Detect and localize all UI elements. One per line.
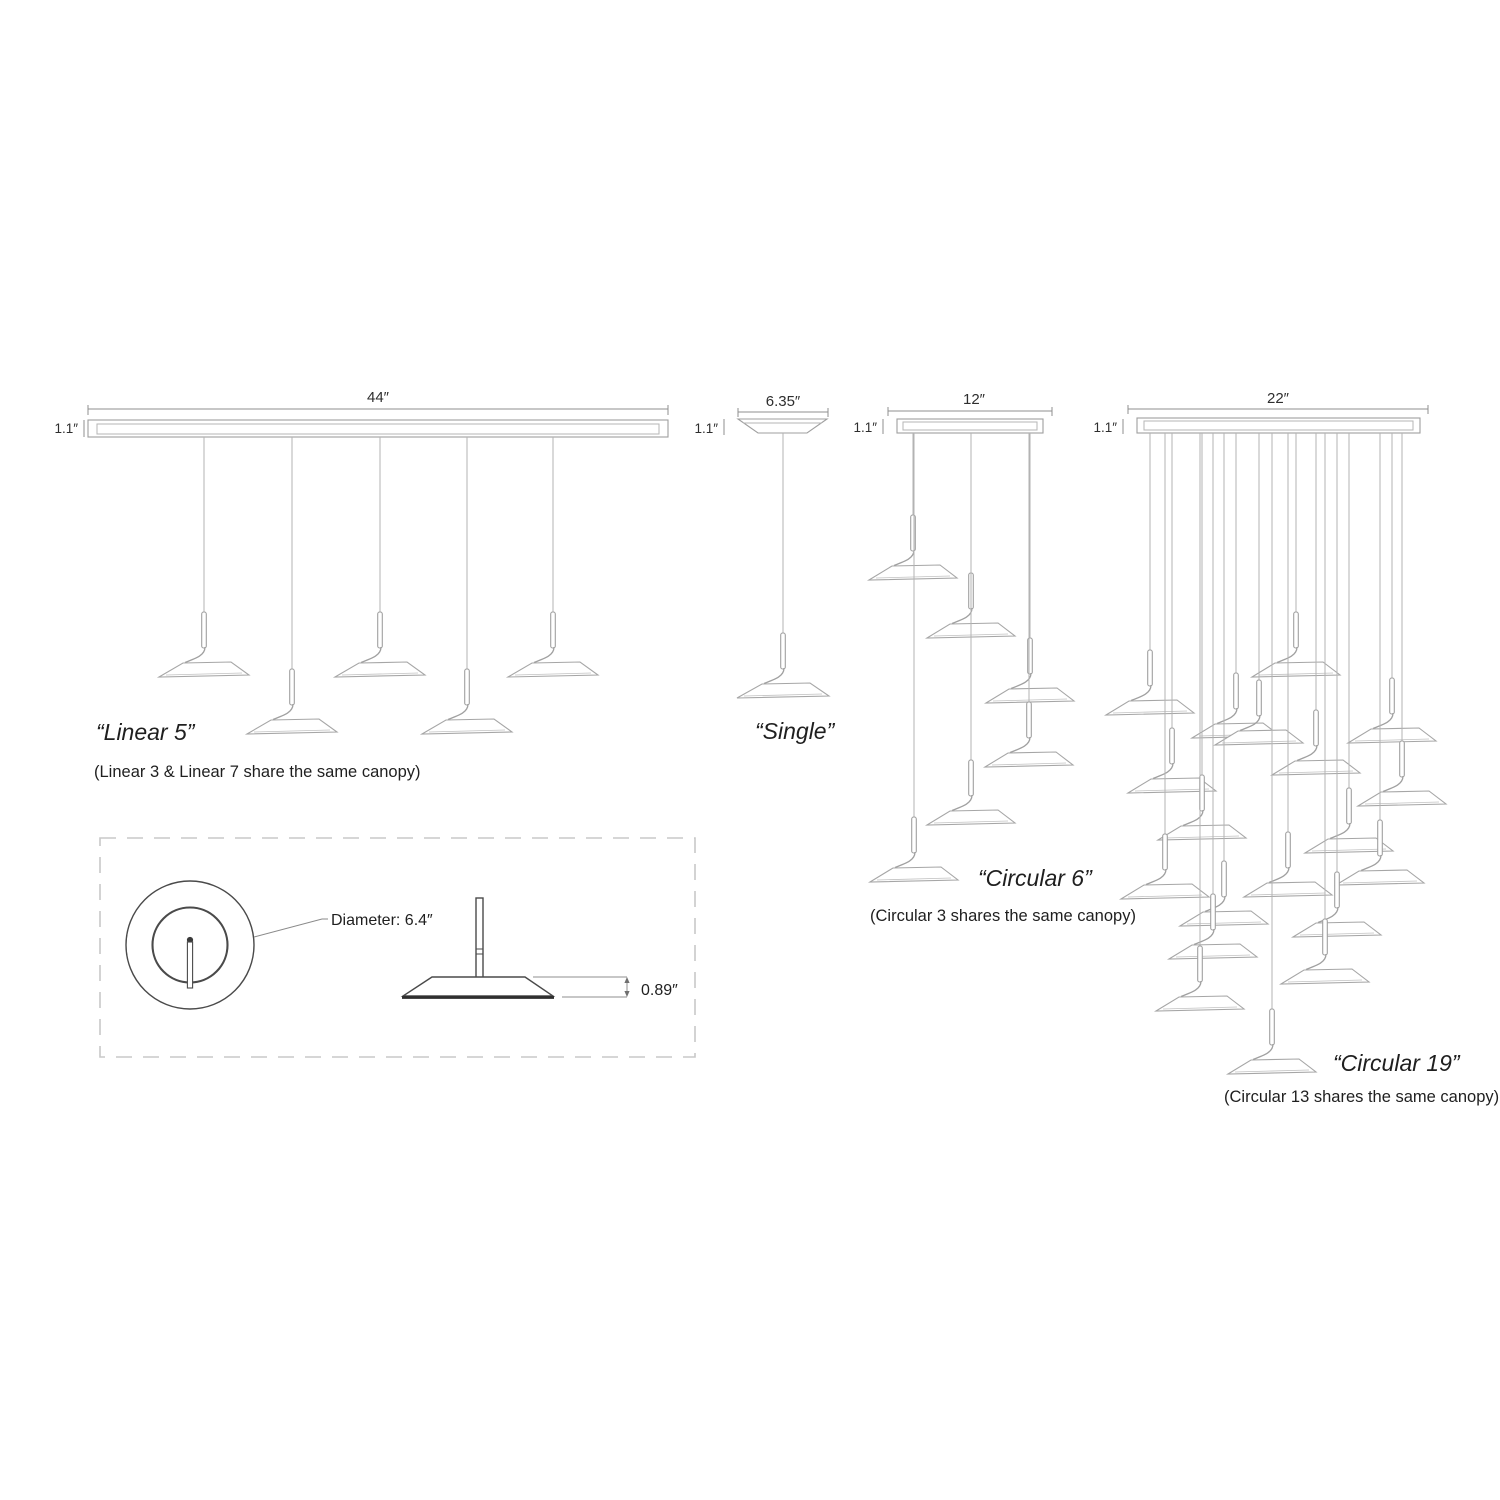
- pendant-lamp: [1252, 433, 1340, 677]
- shade-side-view: [402, 898, 678, 999]
- pendant-stem: [202, 612, 207, 648]
- pendant-lamp: [1272, 433, 1360, 775]
- linear5-name: “Linear 5”: [96, 719, 195, 745]
- shade-profile: [403, 977, 553, 996]
- linear5-caption: (Linear 3 & Linear 7 share the same canopy): [94, 763, 421, 781]
- pendant-arm: [952, 795, 972, 811]
- pendant-stem: [1211, 894, 1216, 930]
- pendant-stem: [1027, 702, 1032, 738]
- pendant-stem: [1270, 1009, 1275, 1045]
- pendant-arm: [448, 704, 468, 720]
- circular6-pendants: [869, 433, 1074, 882]
- pendant-lamp: [1215, 433, 1303, 745]
- shade-height-label: 0.89″: [641, 982, 678, 999]
- pendant-stem: [1222, 861, 1227, 897]
- pendant-arm: [361, 647, 381, 663]
- pendant-stem: [551, 612, 556, 648]
- pendant-arm: [1306, 954, 1326, 970]
- linear5-width-label: 44″: [367, 389, 389, 406]
- pendant-stem: [781, 633, 786, 669]
- pendant-lamp: [1106, 433, 1194, 715]
- pendant-stem: [1148, 650, 1153, 686]
- circular19-width-label: 22″: [1267, 390, 1289, 407]
- pendant-arm: [273, 704, 293, 720]
- pendant-arm: [1217, 708, 1237, 724]
- pendant-stem: [1390, 678, 1395, 714]
- single-canopy: [738, 419, 827, 433]
- circular19-diagram: [1093, 390, 1499, 1106]
- pendant-stem: [1170, 728, 1175, 764]
- dim-arrow-up: [624, 977, 629, 983]
- pendant-stem: [911, 515, 916, 551]
- pendant-stem: [1257, 680, 1262, 716]
- circular6-name: “Circular 6”: [978, 865, 1092, 891]
- pendant-arm: [1277, 647, 1297, 663]
- pendant-lamp: [1180, 433, 1268, 926]
- pendant-lamp: [737, 433, 829, 698]
- circular19-pendants: [1106, 433, 1446, 1074]
- pendant-lamp: [986, 433, 1074, 703]
- pendant-stem: [378, 612, 383, 648]
- circular6-canopy: [897, 419, 1043, 433]
- pendant-lamp: [985, 433, 1073, 767]
- pendant-lamp: [335, 437, 425, 677]
- single-canopy-thickness-label: 1.1″: [694, 421, 718, 436]
- diameter-leader-line: [254, 919, 328, 937]
- pendant-stem: [1378, 820, 1383, 856]
- pendant-arm: [1153, 763, 1173, 779]
- diameter-label: Diameter: 6.4″: [331, 912, 433, 929]
- stem-rod-side-view: [476, 898, 483, 978]
- pendant-stem: [1163, 834, 1168, 870]
- circular19-canopy: [1137, 418, 1420, 433]
- circular6-caption: (Circular 3 shares the same canopy): [870, 907, 1136, 925]
- single-diagram: [694, 393, 835, 744]
- pendant-arm: [1361, 855, 1381, 871]
- dim-arrow-down: [624, 991, 629, 997]
- pendant-arm: [895, 852, 915, 868]
- circular19-canopy-thickness-label: 1.1″: [1093, 420, 1117, 435]
- detail-box: [100, 838, 695, 1057]
- linear5-pendants: [159, 437, 598, 734]
- pendant-arm: [1330, 823, 1350, 839]
- circular6-canopy-thickness-label: 1.1″: [853, 420, 877, 435]
- pendant-stem: [1028, 638, 1033, 674]
- pendant-stem: [1198, 946, 1203, 982]
- pendant-arm: [1131, 685, 1151, 701]
- pendant-arm: [764, 668, 784, 684]
- single-name: “Single”: [755, 718, 835, 744]
- pendant-stem: [1335, 872, 1340, 908]
- pendant-lamp: [1348, 433, 1436, 743]
- pendant-stem: [1314, 710, 1319, 746]
- pendant-arm: [1011, 673, 1031, 689]
- pendant-stem: [1323, 919, 1328, 955]
- circular6-diagram: [853, 391, 1136, 925]
- pendant-lamp: [1358, 433, 1446, 806]
- pendant-stem: [1234, 673, 1239, 709]
- circular6-width-label: 12″: [963, 391, 985, 408]
- pendant-arm: [894, 550, 914, 566]
- stem-rod-top-view: [187, 942, 192, 988]
- pendant-lamp: [1192, 433, 1280, 738]
- pendant-arm: [1253, 1044, 1273, 1060]
- pendant-lamp: [247, 437, 337, 734]
- pendant-lamp: [1169, 433, 1257, 959]
- pendant-stem: [1294, 612, 1299, 648]
- pendant-stem: [1286, 832, 1291, 868]
- linear5-canopy-thickness-label: 1.1″: [54, 421, 78, 436]
- pendant-arm: [1297, 745, 1317, 761]
- linear5-diagram: [54, 389, 668, 781]
- circular19-name: “Circular 19”: [1333, 1050, 1460, 1076]
- pendant-arm: [185, 647, 205, 663]
- pendant-arm: [1194, 929, 1214, 945]
- pendant-stem: [1400, 741, 1405, 777]
- pendant-arm: [1383, 776, 1403, 792]
- pendant-arm: [534, 647, 554, 663]
- pendant-arm: [1181, 981, 1201, 997]
- pendant-stem: [912, 817, 917, 853]
- pendant-arm: [952, 608, 972, 624]
- pendant-arm: [1146, 869, 1166, 885]
- pendant-lamp: [508, 437, 598, 677]
- pendant-lamp: [1293, 433, 1381, 937]
- pendant-lamp: [1128, 433, 1216, 793]
- pendant-stem: [465, 669, 470, 705]
- pendant-stem: [290, 669, 295, 705]
- pendant-stem: [969, 760, 974, 796]
- circular19-caption: (Circular 13 shares the same canopy): [1224, 1088, 1500, 1106]
- shade-top-view: [126, 881, 433, 1009]
- single-pendants: [737, 433, 829, 698]
- pendant-arm: [1373, 713, 1393, 729]
- pendant-lamp: [1281, 433, 1369, 984]
- single-width-label: 6.35″: [765, 393, 801, 410]
- pendant-lamp: [159, 437, 249, 677]
- pendant-lamp: [422, 437, 512, 734]
- pendant-lamp: [869, 433, 957, 580]
- pendant-stem: [1347, 788, 1352, 824]
- pendant-arm: [1010, 737, 1030, 753]
- pendant-arm: [1318, 907, 1338, 923]
